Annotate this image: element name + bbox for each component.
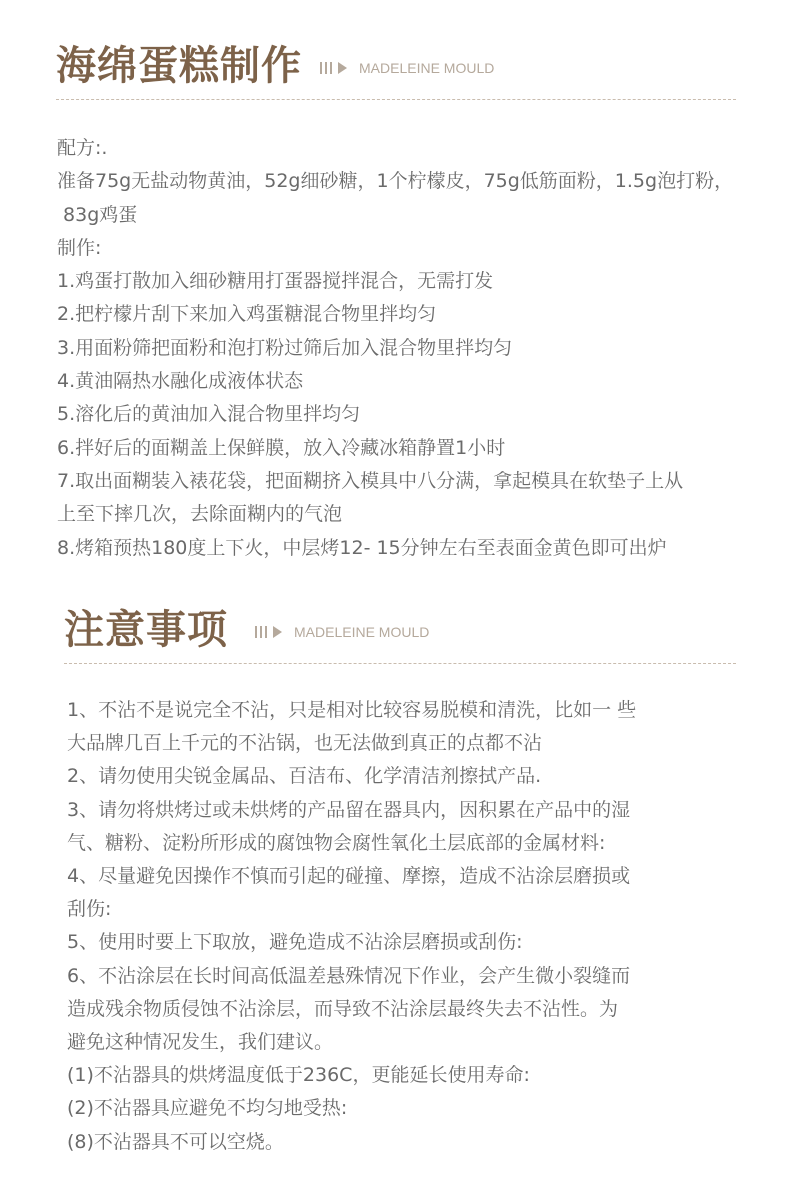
- section-1-heading: [0, 40, 790, 100]
- note-line: (1)不沾器具的烘烤温度低于236C，更能延长使用寿命:: [67, 1064, 530, 1087]
- recipe-line: 制作:: [57, 236, 102, 259]
- recipe-line: 7.取出面糊装入裱花袋，把面糊挤入模具中八分满，拿起模具在软垫子上从: [57, 469, 684, 492]
- recipe-line: 1.鸡蛋打散加入细砂糖用打蛋器搅拌混合，无需打发: [57, 270, 494, 293]
- note-line: 2、请勿使用尖锐金属品、百洁布、化学清洁剂擦拭产品.: [67, 765, 542, 788]
- bars-icon: [255, 626, 267, 638]
- section-2-divider: [64, 663, 736, 664]
- recipe-line: 83g鸡蛋: [57, 203, 138, 226]
- recipe-line: 3.用面粉筛把面粉和泡打粉过筛后加入混合物里拌均匀: [57, 336, 513, 359]
- recipe-line: 8.烤箱预热180度上下火，中层烤12- 15分钟左右至表面金黄色即可出炉: [57, 536, 667, 559]
- play-arrow-icon: [273, 626, 282, 638]
- section-1-decoration: [320, 60, 494, 76]
- note-line: 3、请勿将烘烤过或未烘烤的产品留在器具内，因积累在产品中的湿: [67, 798, 631, 821]
- note-line: (2)不沾器具应避免不均匀地受热:: [67, 1097, 348, 1120]
- recipe-line: 2.把柠檬片刮下来加入鸡蛋糖混合物里拌均匀: [57, 303, 437, 326]
- note-line: 造成残余物质侵蚀不沾涂层，而导致不沾涂层最终失去不沾性。为: [67, 997, 619, 1020]
- note-line: 避免这种情况发生，我们建议。: [67, 1031, 334, 1054]
- recipe-line: 准备75g无盐动物黄油，52g细砂糖，1个柠檬皮，75g低筋面粉，1.5g泡打粉，: [57, 170, 734, 193]
- note-line: 1、不沾不是说完全不沾，只是相对比较容易脱模和清洗，比如一 些: [67, 699, 637, 721]
- notes-text: [67, 694, 636, 1159]
- section-1-title: 海绵蛋糕制作: [56, 43, 302, 89]
- note-line: 6、不沾涂层在长时间高低温差悬殊情况下作业，会产生微小裂缝而: [67, 964, 631, 987]
- recipe-line: 6.拌好后的面糊盖上保鲜膜，放入冷藏冰箱静置1小时: [57, 436, 506, 459]
- section-2-heading: [0, 604, 790, 664]
- play-arrow-icon: [338, 62, 347, 74]
- recipe-line: 5.溶化后的黄油加入混合物里拌均匀: [57, 403, 361, 426]
- recipe-line: 配方:.: [57, 137, 108, 159]
- section-2-deco-text: MADELEINE MOULD: [294, 624, 430, 640]
- recipe-line: 上至下摔几次，去除面糊内的气泡: [57, 503, 343, 526]
- note-line: 5、使用时要上下取放，避免造成不沾涂层磨损或刮伤:: [67, 931, 523, 954]
- bars-icon: [320, 62, 332, 74]
- note-line: 4、尽量避免因操作不慎而引起的碰撞、摩擦，造成不沾涂层磨损或: [67, 865, 631, 888]
- section-2-decoration: [255, 624, 429, 640]
- note-line: 气、糖粉、淀粉所形成的腐蚀物会腐性氧化土层底部的金属材料:: [67, 831, 606, 854]
- recipe-line: 4.黄油隔热水融化成液体状态: [57, 370, 304, 393]
- section-2-title: 注意事项: [64, 607, 228, 653]
- recipe-text: [57, 132, 733, 565]
- note-line: 刮伤:: [67, 898, 112, 921]
- section-1-divider: [56, 99, 736, 100]
- note-line: (8)不沾器具不可以空烧。: [67, 1130, 284, 1153]
- note-line: 大品牌几百上千元的不沾锅，也无法做到真正的点都不沾: [67, 732, 543, 755]
- section-1-deco-text: MADELEINE MOULD: [359, 60, 495, 76]
